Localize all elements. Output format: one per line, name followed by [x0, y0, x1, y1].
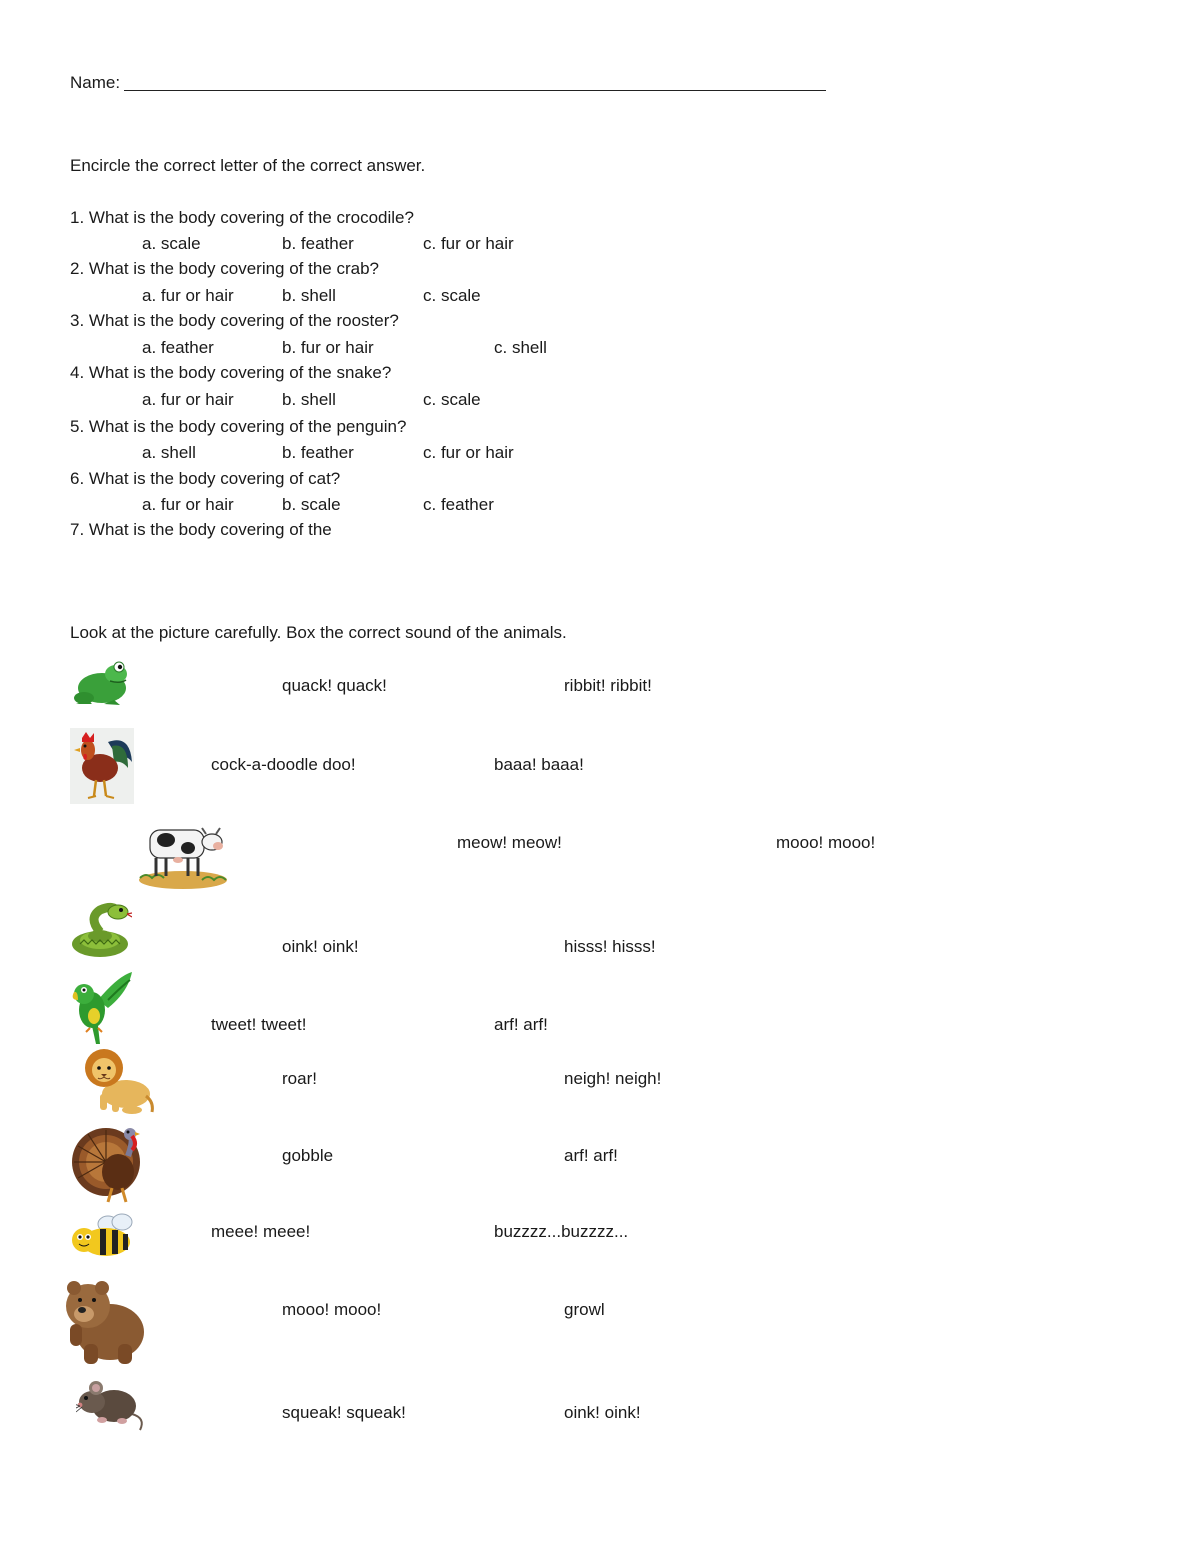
- part1-instruction: Encircle the correct letter of the correct answer.: [70, 156, 426, 175]
- q6-choice-b[interactable]: b. scale: [282, 495, 341, 514]
- rooster-sound-option-2[interactable]: baaa! baaa!: [494, 755, 584, 774]
- question-3: 3. What is the body covering of the rooster?: [70, 311, 399, 330]
- cow-sound-option-2[interactable]: mooo! mooo!: [776, 833, 876, 852]
- turkey-sound-option-1[interactable]: gobble: [282, 1146, 334, 1165]
- q4-choice-a[interactable]: a. fur or hair: [142, 390, 234, 409]
- q1-choice-a[interactable]: a. scale: [142, 234, 201, 253]
- q5-choice-a[interactable]: a. shell: [142, 443, 196, 462]
- mouse-icon: [76, 1374, 146, 1432]
- lion-sound-option-1[interactable]: roar!: [282, 1069, 317, 1088]
- question-2: 2. What is the body covering of the crab?: [70, 259, 380, 278]
- turkey-icon: [68, 1126, 150, 1206]
- q2-choice-b[interactable]: b. shell: [282, 286, 336, 305]
- parrot-sound-option-2[interactable]: arf! arf!: [494, 1015, 548, 1034]
- q4-choice-b[interactable]: b. shell: [282, 390, 336, 409]
- q1-choice-c[interactable]: c. fur or hair: [423, 234, 514, 253]
- bee-icon: [70, 1212, 134, 1260]
- turkey-sound-option-2[interactable]: arf! arf!: [564, 1146, 618, 1165]
- lion-icon: [82, 1046, 154, 1116]
- q3-choice-a[interactable]: a. feather: [142, 338, 214, 357]
- name-blank-line[interactable]: [124, 90, 826, 91]
- snake-icon: [70, 898, 132, 960]
- frog-sound-option-2[interactable]: ribbit! ribbit!: [564, 676, 652, 695]
- bear-icon: [62, 1278, 148, 1366]
- q5-choice-c[interactable]: c. fur or hair: [423, 443, 514, 462]
- q5-choice-b[interactable]: b. feather: [282, 443, 354, 462]
- parrot-sound-option-1[interactable]: tweet! tweet!: [211, 1015, 307, 1034]
- snake-sound-option-2[interactable]: hisss! hisss!: [564, 937, 656, 956]
- q2-choice-a[interactable]: a. fur or hair: [142, 286, 234, 305]
- mouse-sound-option-2[interactable]: oink! oink!: [564, 1403, 641, 1422]
- frog-sound-option-1[interactable]: quack! quack!: [282, 676, 387, 695]
- bear-sound-option-1[interactable]: mooo! mooo!: [282, 1300, 382, 1319]
- question-5: 5. What is the body covering of the penguin?: [70, 417, 407, 436]
- bee-sound-option-1[interactable]: meee! meee!: [211, 1222, 311, 1241]
- q3-choice-c[interactable]: c. shell: [494, 338, 547, 357]
- mouse-sound-option-1[interactable]: squeak! squeak!: [282, 1403, 406, 1422]
- q3-choice-b[interactable]: b. fur or hair: [282, 338, 374, 357]
- cow-sound-option-1[interactable]: meow! meow!: [457, 833, 562, 852]
- question-4: 4. What is the body covering of the snake?: [70, 363, 392, 382]
- rooster-sound-option-1[interactable]: cock-a-doodle doo!: [211, 755, 356, 774]
- name-label: Name:: [70, 73, 121, 92]
- q6-choice-a[interactable]: a. fur or hair: [142, 495, 234, 514]
- q1-choice-b[interactable]: b. feather: [282, 234, 354, 253]
- snake-sound-option-1[interactable]: oink! oink!: [282, 937, 359, 956]
- question-1: 1. What is the body covering of the crocodile?: [70, 208, 414, 227]
- part2-instruction: Look at the picture carefully. Box the correct sound of the animals.: [70, 623, 567, 642]
- q6-choice-c[interactable]: c. feather: [423, 495, 494, 514]
- cow-icon: [136, 818, 230, 890]
- q4-choice-c[interactable]: c. scale: [423, 390, 481, 409]
- bear-sound-option-2[interactable]: growl: [564, 1300, 605, 1319]
- rooster-icon: [70, 728, 134, 804]
- frog-icon: [70, 656, 130, 710]
- q2-choice-c[interactable]: c. scale: [423, 286, 481, 305]
- bee-sound-option-2[interactable]: buzzzz...buzzzz...: [494, 1222, 629, 1241]
- question-7: 7. What is the body covering of the: [70, 520, 332, 539]
- parrot-icon: [68, 970, 134, 1046]
- question-6: 6. What is the body covering of cat?: [70, 469, 341, 488]
- lion-sound-option-2[interactable]: neigh! neigh!: [564, 1069, 662, 1088]
